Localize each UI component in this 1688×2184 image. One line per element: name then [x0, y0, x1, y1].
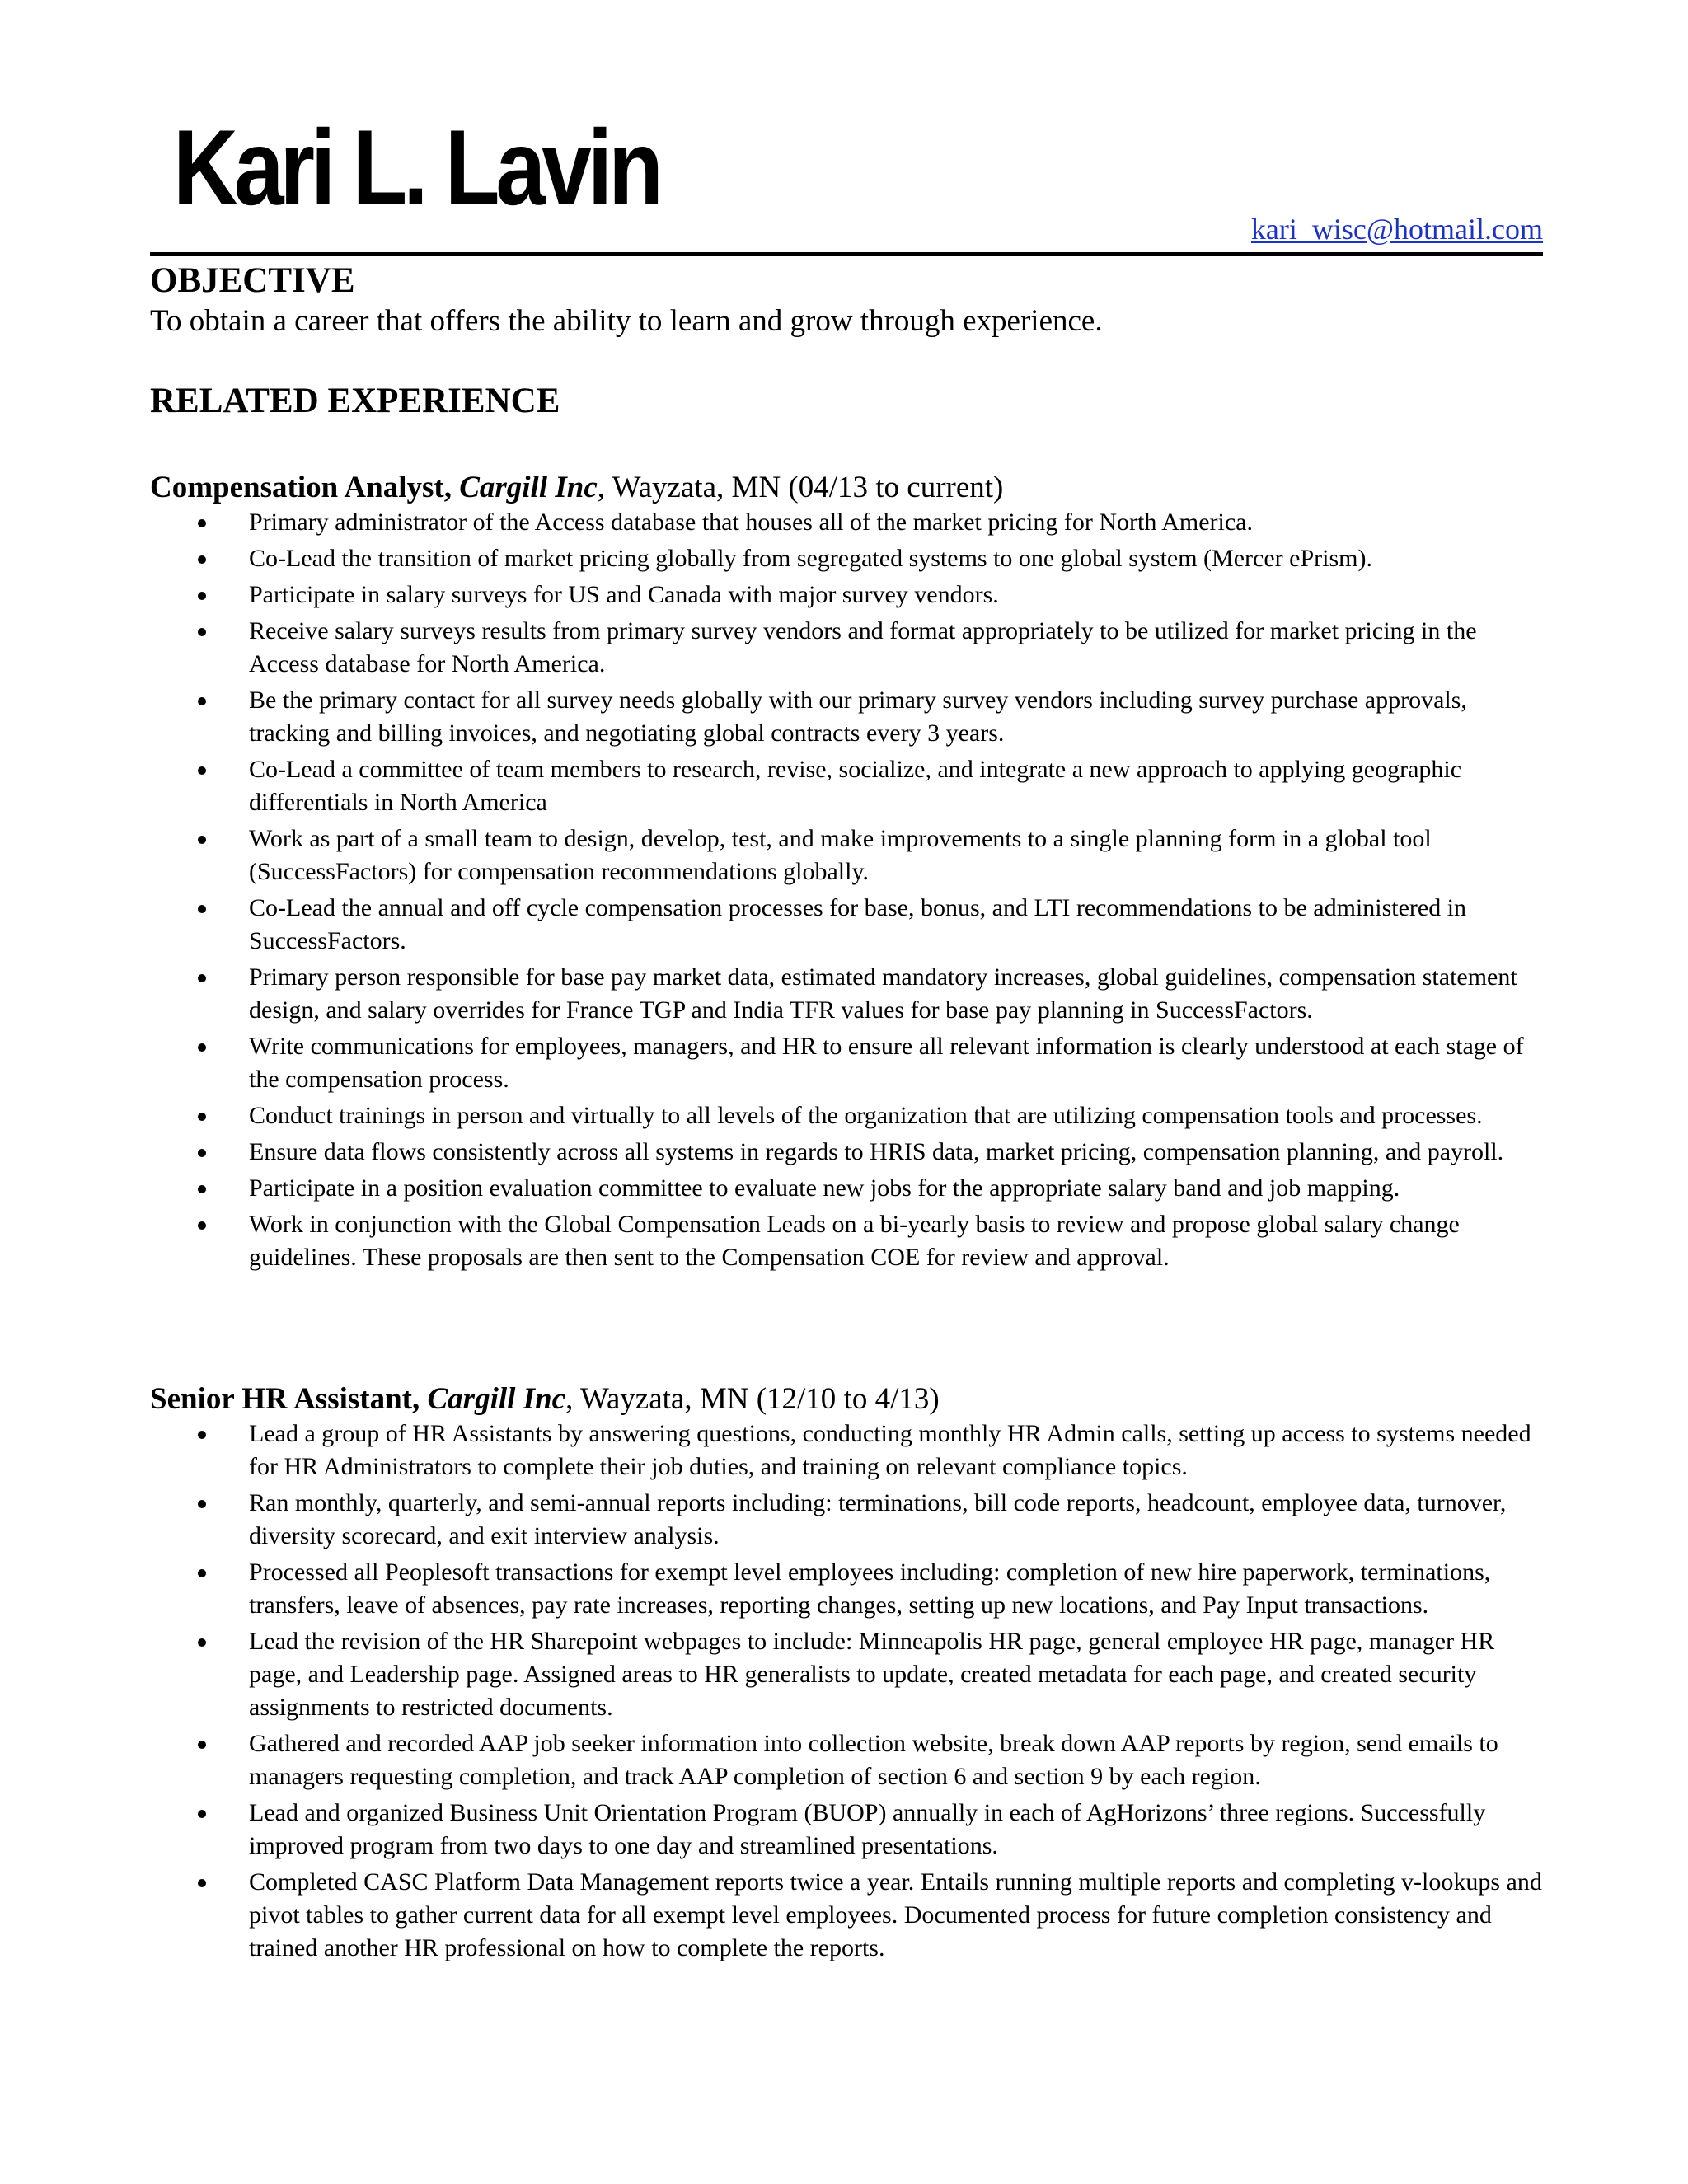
job-details: , Wayzata, MN (04/13 to current): [597, 471, 1004, 504]
bullet-text: Ran monthly, quarterly, and semi-annual reports including: terminations, bill code reports, headcount, employee data, turnover, diversity scorecard, and exit interview analysis.: [249, 1489, 1507, 1549]
list-item: [150, 1099, 1543, 1132]
bullet-icon: [198, 555, 206, 564]
job-bullet-list: [150, 1418, 1543, 1965]
bullet-icon: [198, 836, 206, 844]
bullet-icon: [198, 628, 206, 636]
list-item: [150, 1727, 1543, 1793]
bullet-text: Gathered and recorded AAP job seeker information into collection website, break down AAP reports by region, send emails to managers requesting completion, and track AAP completion of section 6 and section 9 by each region.: [249, 1730, 1498, 1790]
bullet-icon: [198, 1113, 206, 1121]
list-item: [150, 615, 1543, 681]
bullet-icon: [198, 1221, 206, 1230]
list-item: [150, 823, 1543, 888]
bullet-text: Participate in salary surveys for US and Canada with major survey vendors.: [249, 581, 999, 608]
bullet-text: Processed all Peoplesoft transactions for exempt level employees including: completion of new hire paperwork, terminations, transfers, leave of absences, pay rate increases, reporting changes, setting up new locations, and Pay Input transactions.: [249, 1558, 1491, 1619]
list-item: [150, 1418, 1543, 1483]
experience-heading: RELATED EXPERIENCE: [150, 382, 560, 420]
job-bullet-list: [150, 506, 1543, 1274]
job-title-line: [150, 470, 1543, 506]
bullet-text: Lead the revision of the HR Sharepoint webpages to include: Minneapolis HR page, general employee HR page, manager HR page, and Leadership page. Assigned areas to HR generalists to update, created metadata for each page, and created security assignments to restricted documents.: [249, 1628, 1495, 1721]
bullet-icon: [198, 1879, 206, 1887]
bullet-text: Co-Lead the annual and off cycle compensation processes for base, bonus, and LTI recommendations to be administered in SuccessFactors.: [249, 894, 1467, 954]
bullet-text: Participate in a position evaluation committee to evaluate new jobs for the appropriate salary band and job mapping.: [249, 1174, 1400, 1202]
list-item: [150, 542, 1543, 575]
bullet-text: Ensure data flows consistently across all systems in regards to HRIS data, market pricing, compensation planning, and payroll.: [249, 1138, 1504, 1165]
job-title-line: [150, 1381, 1543, 1418]
bullet-text: Lead a group of HR Assistants by answering questions, conducting monthly HR Admin calls, setting up access to systems needed for HR Administrators to complete their job duties, and training on relevant compliance topics.: [249, 1420, 1531, 1480]
job-company: Cargill Inc: [427, 1382, 566, 1416]
bullet-text: Primary administrator of the Access database that houses all of the market pricing for North America.: [249, 509, 1253, 536]
list-item: [150, 753, 1543, 819]
list-item: [150, 579, 1543, 612]
bullet-text: Be the primary contact for all survey needs globally with our primary survey vendors including survey purchase approvals, tracking and billing invoices, and negotiating global contracts every 3 years.: [249, 687, 1467, 747]
bullet-text: Work as part of a small team to design, develop, test, and make improvements to a single planning form in a global tool (SuccessFactors) for compensation recommendations globally.: [249, 825, 1432, 885]
email-link[interactable]: kari_wisc@hotmail.com: [1250, 213, 1543, 246]
job-company: Cargill Inc: [459, 471, 598, 504]
bullet-icon: [198, 1741, 206, 1749]
list-item: [150, 1866, 1543, 1965]
list-item: [150, 892, 1543, 958]
list-item: [150, 1625, 1543, 1724]
bullet-icon: [198, 1149, 206, 1157]
bullet-icon: [198, 697, 206, 705]
bullet-text: Co-Lead a committee of team members to research, revise, socialize, and integrate a new approach to applying geographic differentials in North America: [249, 756, 1462, 816]
bullet-text: Work in conjunction with the Global Compensation Leads on a bi-yearly basis to review and propose global salary change guidelines. These proposals are then sent to the Compensation COE for review and approval.: [249, 1211, 1460, 1271]
bullet-text: Receive salary surveys results from primary survey vendors and format appropriately to be utilized for market pricing in the Access database for North America.: [249, 617, 1477, 677]
bullet-icon: [198, 1431, 206, 1439]
bullet-icon: [198, 1810, 206, 1818]
bullet-text: Conduct trainings in person and virtually to all levels of the organization that are utilizing compensation tools and processes.: [249, 1102, 1483, 1129]
bullet-icon: [198, 1043, 206, 1052]
job-title: Compensation Analyst,: [150, 471, 452, 504]
bullet-text: Co-Lead the transition of market pricing globally from segregated systems to one global system (Mercer ePrism).: [249, 545, 1372, 572]
bullet-text: Lead and organized Business Unit Orientation Program (BUOP) annually in each of AgHorizons’ three regions. Successfully improved program from two days to one day and streamlined presentations.: [249, 1799, 1486, 1859]
list-item: [150, 961, 1543, 1027]
list-item: [150, 1030, 1543, 1096]
bullet-icon: [198, 519, 206, 527]
objective-heading: OBJECTIVE: [150, 261, 355, 300]
bullet-icon: [198, 592, 206, 600]
list-item: [150, 506, 1543, 539]
bullet-text: Completed CASC Platform Data Management reports twice a year. Entails running multiple reports and completing v-lookups and pivot tables to gather current data for all exempt level employees. Documented process for future completion consistency and trained another HR professional on how to complete the reports.: [249, 1868, 1542, 1961]
job-title: Senior HR Assistant,: [150, 1382, 420, 1416]
list-item: [150, 1136, 1543, 1169]
bullet-icon: [198, 1185, 206, 1193]
bullet-text: Primary person responsible for base pay market data, estimated mandatory increases, global guidelines, compensation statement design, and salary overrides for France TGP and India TFR values for base pay planning in SuccessFactors.: [249, 963, 1517, 1024]
list-item: [150, 1487, 1543, 1553]
bullet-icon: [198, 1569, 206, 1577]
list-item: [150, 684, 1543, 750]
header-rule: [150, 252, 1543, 256]
job-entry: [150, 1381, 1543, 1968]
bullet-icon: [198, 766, 206, 775]
bullet-icon: [198, 1638, 206, 1647]
bullet-icon: [198, 1500, 206, 1508]
list-item: [150, 1172, 1543, 1205]
bullet-icon: [198, 905, 206, 913]
job-entry: [150, 470, 1543, 1277]
job-details: , Wayzata, MN (12/10 to 4/13): [565, 1382, 940, 1416]
list-item: [150, 1208, 1543, 1274]
bullet-text: Write communications for employees, managers, and HR to ensure all relevant information is clearly understood at each stage of the compensation process.: [249, 1033, 1524, 1093]
candidate-name: Kari L. Lavin: [173, 107, 659, 227]
objective-text: To obtain a career that offers the ability to learn and grow through experience.: [150, 304, 1103, 338]
bullet-icon: [198, 974, 206, 982]
list-item: [150, 1556, 1543, 1622]
list-item: [150, 1797, 1543, 1863]
